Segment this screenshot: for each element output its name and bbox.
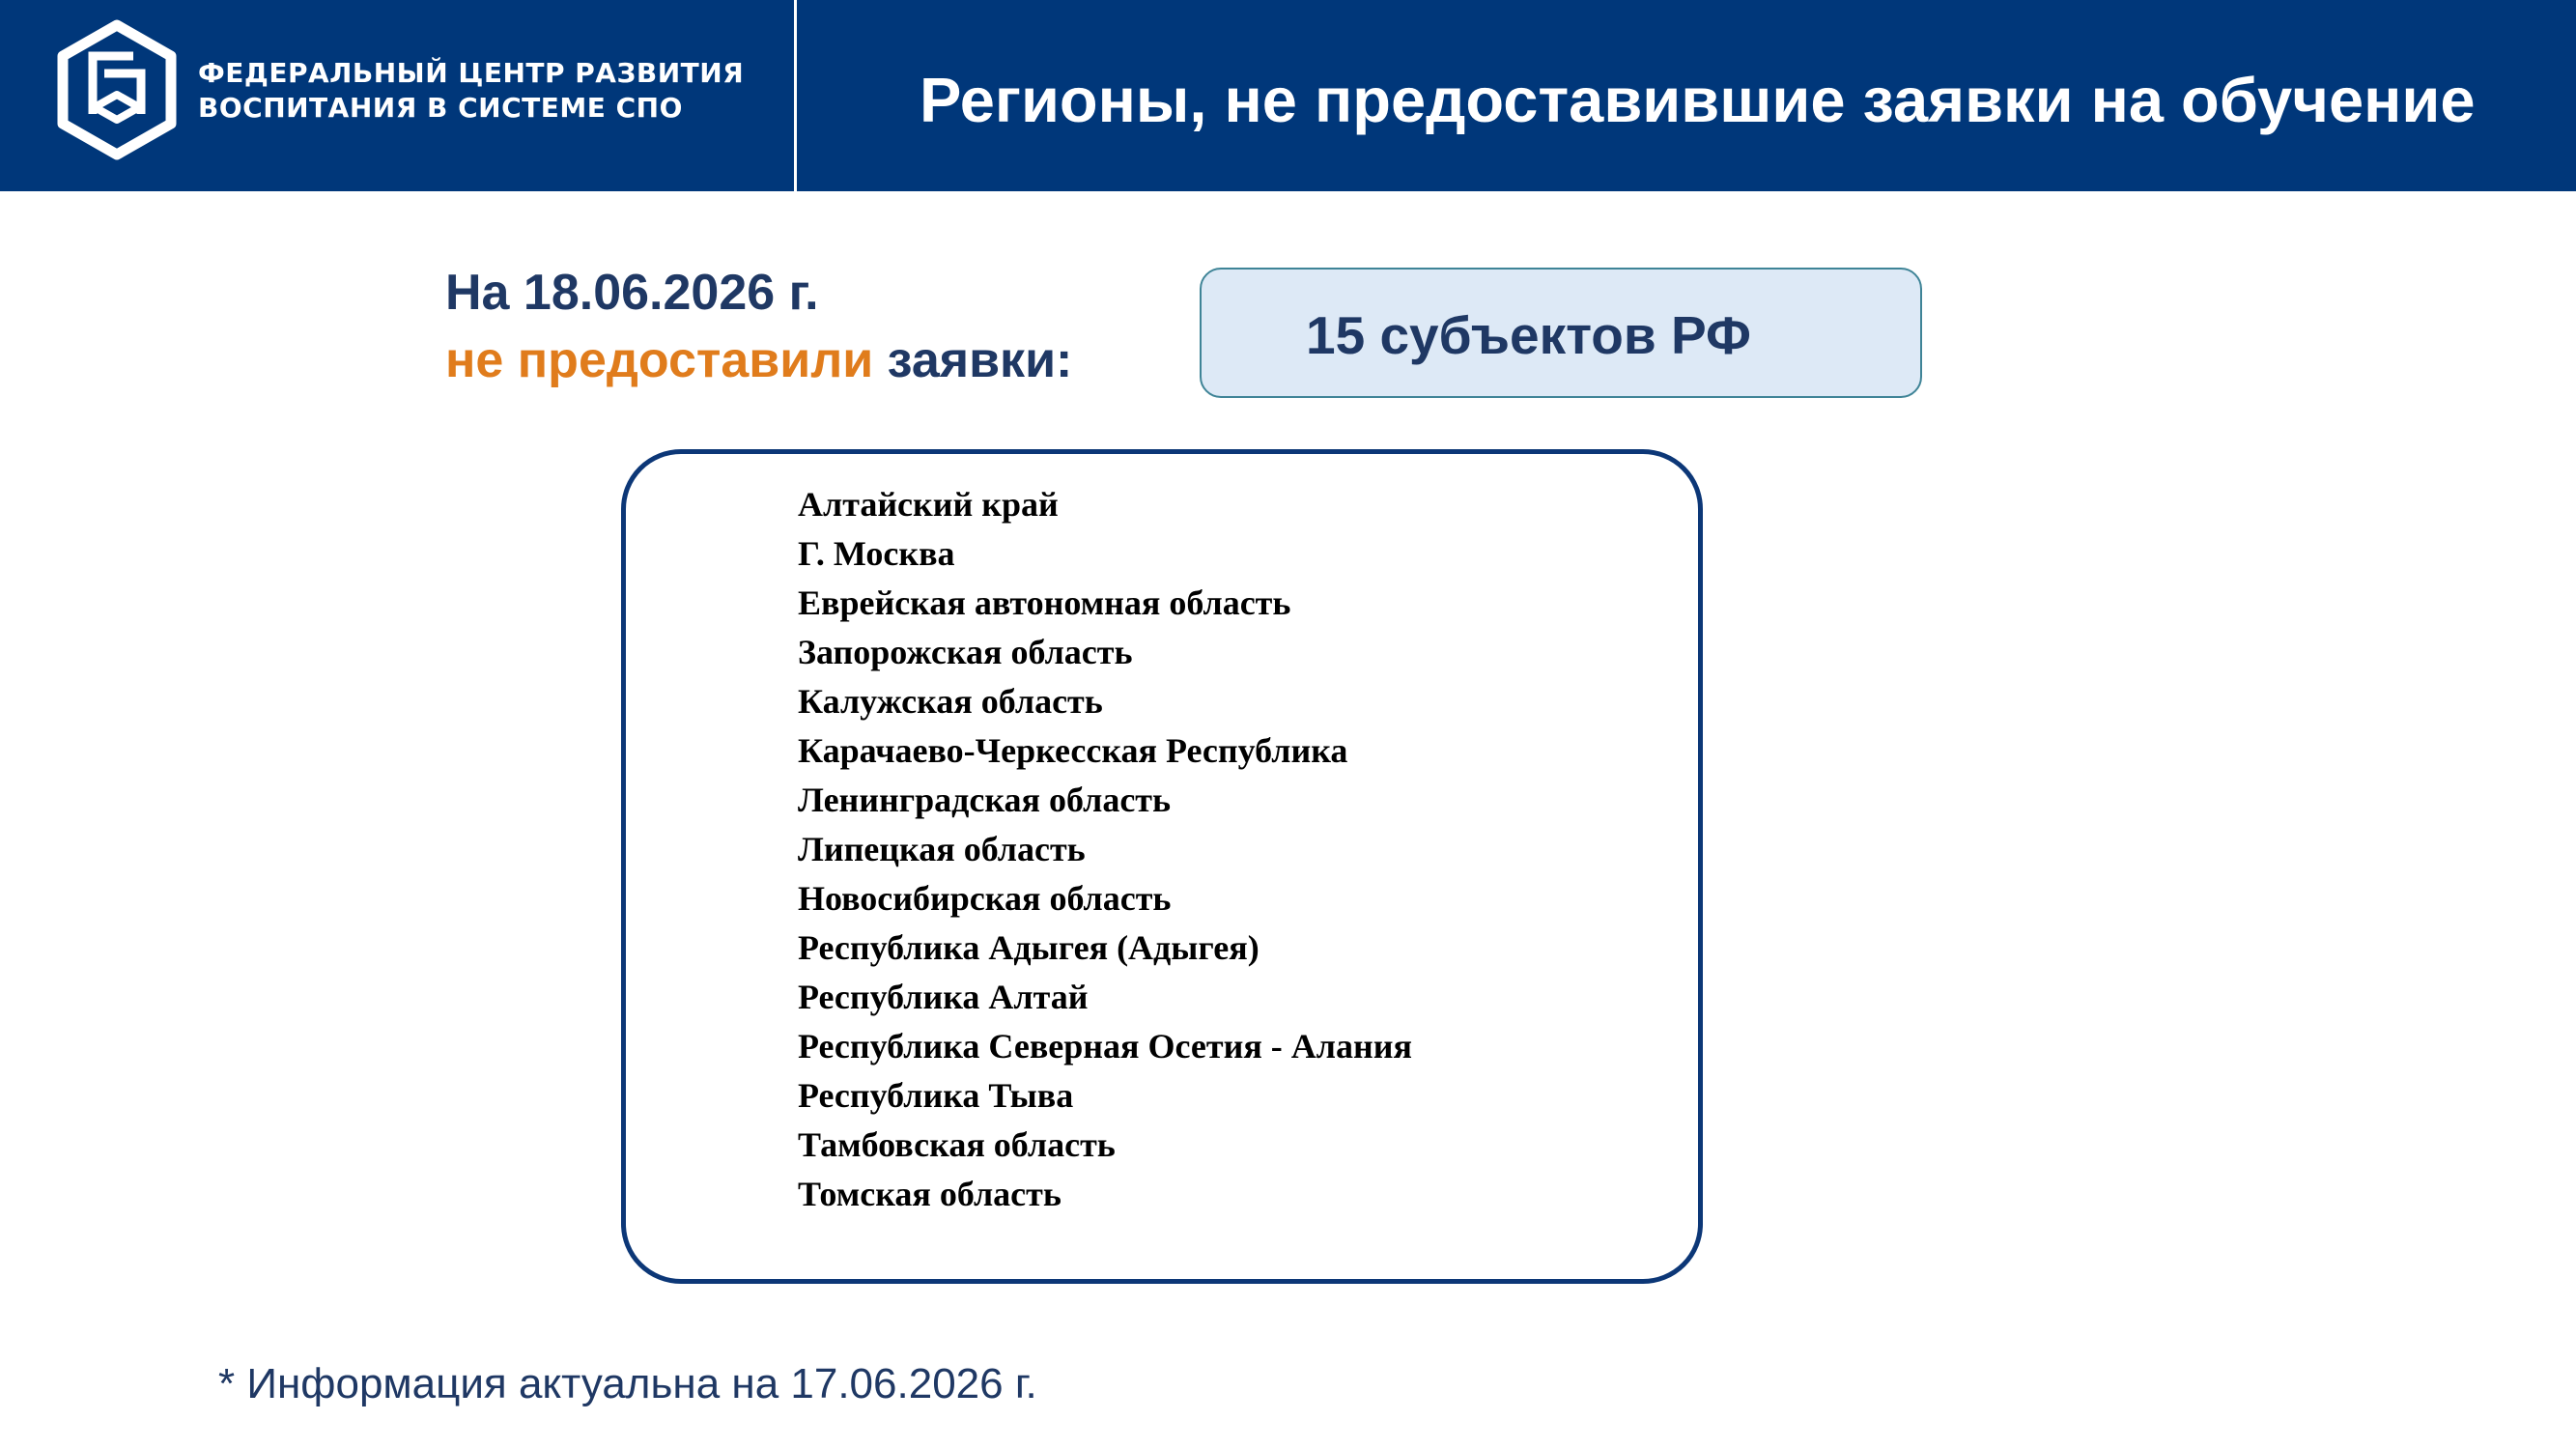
- region-item: Тамбовская область: [798, 1125, 1116, 1164]
- region-item: Республика Адыгея (Адыгея): [798, 928, 1260, 967]
- region-item: Республика Тыва: [798, 1076, 1074, 1115]
- count-badge: [1200, 268, 1922, 398]
- region-item: Калужская область: [798, 682, 1103, 721]
- region-item: Карачаево-Черкесская Республика: [798, 731, 1348, 770]
- spo-hexagon-logo-icon: [54, 19, 180, 160]
- header-bar: [0, 0, 2576, 191]
- summary-text: [445, 259, 1072, 394]
- organization-name-line1: ФЕДЕРАЛЬНЫЙ ЦЕНТР РАЗВИТИЯ: [198, 57, 745, 89]
- summary-rest: заявки:: [873, 332, 1073, 388]
- region-item: Томская область: [798, 1175, 1062, 1213]
- region-item: Г. Москва: [798, 534, 955, 573]
- region-item: Алтайский край: [798, 485, 1059, 524]
- summary-date: На 18.06.2026 г.: [445, 265, 819, 321]
- summary-highlight: не предоставили: [445, 332, 874, 388]
- regions-list: [798, 480, 1412, 1219]
- organization-name-line2: ВОСПИТАНИЯ В СИСТЕМЕ СПО: [198, 92, 683, 124]
- organization-name: [198, 56, 744, 126]
- region-item: Новосибирская область: [798, 879, 1172, 918]
- region-item: Ленинградская область: [798, 781, 1172, 819]
- page-title: Регионы, не предоставившие заявки на обучение: [920, 65, 2476, 135]
- region-item: Липецкая область: [798, 830, 1086, 868]
- region-item: Республика Северная Осетия - Алания: [798, 1027, 1412, 1065]
- count-label: 15 субъектов РФ: [1306, 305, 1751, 365]
- region-item: Еврейская автономная область: [798, 583, 1291, 622]
- region-item: Запорожская область: [798, 633, 1133, 671]
- header-divider: [794, 0, 797, 191]
- region-item: Республика Алтай: [798, 978, 1089, 1016]
- footnote: * Информация актуальна на 17.06.2026 г.: [218, 1360, 1037, 1407]
- summary-status-line: [445, 327, 1072, 394]
